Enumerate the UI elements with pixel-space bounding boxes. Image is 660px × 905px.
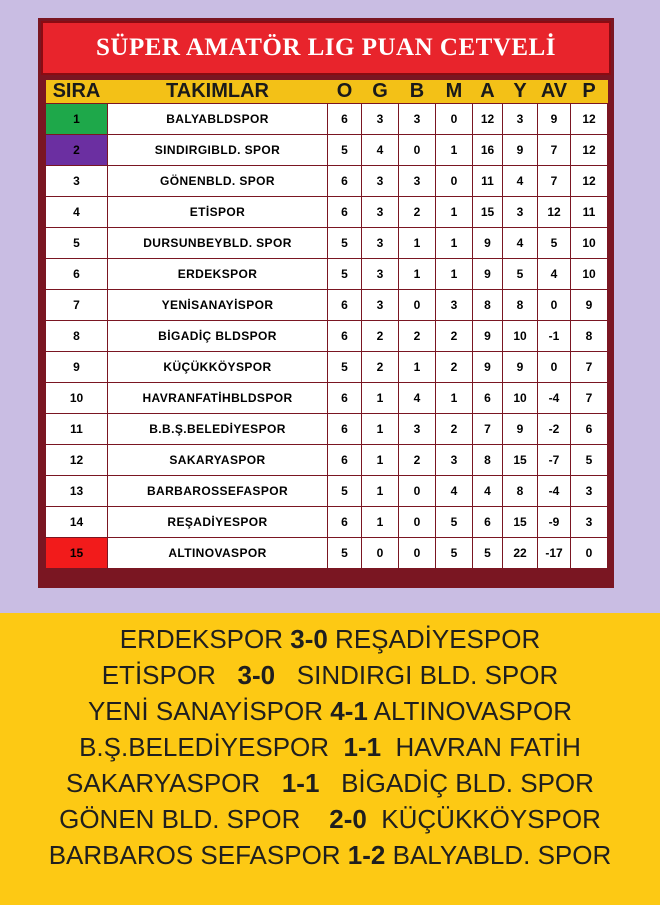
played-cell: 5 — [328, 476, 362, 507]
goals-for-cell: 9 — [473, 321, 503, 352]
goals-against-cell: 5 — [503, 259, 538, 290]
goal-difference-cell: -2 — [538, 414, 571, 445]
rank-cell: 12 — [46, 445, 108, 476]
lost-cell: 5 — [436, 507, 473, 538]
team-cell: HAVRANFATİHBLDSPOR — [108, 383, 328, 414]
drawn-cell: 4 — [399, 383, 436, 414]
rank-cell: 10 — [46, 383, 108, 414]
table-row — [46, 104, 608, 135]
team-cell: KÜÇÜKKÖYSPOR — [108, 352, 328, 383]
goals-against-cell: 22 — [503, 538, 538, 569]
table-header-row — [46, 80, 608, 104]
goals-against-cell: 10 — [503, 321, 538, 352]
lost-cell: 0 — [436, 104, 473, 135]
rank-cell: 11 — [46, 414, 108, 445]
goals-for-cell: 12 — [473, 104, 503, 135]
header-goals-for: A — [473, 80, 503, 104]
score: 1-2 — [347, 840, 386, 870]
table-row — [46, 476, 608, 507]
played-cell: 6 — [328, 166, 362, 197]
won-cell: 4 — [362, 135, 399, 166]
goal-difference-cell: -9 — [538, 507, 571, 538]
goal-difference-cell: -1 — [538, 321, 571, 352]
goal-difference-cell: -4 — [538, 476, 571, 507]
home-team: GÖNEN BLD. SPOR — [59, 804, 330, 834]
won-cell: 2 — [362, 352, 399, 383]
table-row — [46, 290, 608, 321]
goals-for-cell: 8 — [473, 445, 503, 476]
won-cell: 0 — [362, 538, 399, 569]
points-cell: 12 — [571, 135, 608, 166]
header-won: G — [362, 80, 399, 104]
goals-for-cell: 9 — [473, 228, 503, 259]
away-team: SINDIRGI BLD. SPOR — [275, 660, 559, 690]
drawn-cell: 3 — [399, 414, 436, 445]
goals-against-cell: 9 — [503, 352, 538, 383]
match-result — [0, 765, 660, 801]
score: 3-0 — [237, 660, 276, 690]
goals-for-cell: 11 — [473, 166, 503, 197]
header-points: P — [571, 80, 608, 104]
played-cell: 5 — [328, 228, 362, 259]
home-team: B.Ş.BELEDİYESPOR — [79, 732, 344, 762]
won-cell: 1 — [362, 414, 399, 445]
table-row — [46, 321, 608, 352]
drawn-cell: 3 — [399, 104, 436, 135]
header-rank: SIRA — [46, 80, 108, 104]
rank-cell: 14 — [46, 507, 108, 538]
rank-cell: 1 — [46, 104, 108, 135]
rank-cell: 15 — [46, 538, 108, 569]
away-team: KÜÇÜKKÖYSPOR — [366, 804, 601, 834]
header-team: TAKIMLAR — [108, 80, 328, 104]
team-cell: DURSUNBEYBLD. SPOR — [108, 228, 328, 259]
table-row — [46, 166, 608, 197]
drawn-cell: 2 — [399, 197, 436, 228]
home-team: ETİSPOR — [101, 660, 238, 690]
goal-difference-cell: -7 — [538, 445, 571, 476]
table-row — [46, 538, 608, 569]
score: 3-0 — [290, 624, 328, 654]
drawn-cell: 0 — [399, 290, 436, 321]
away-team: HAVRAN FATİH — [381, 732, 581, 762]
points-cell: 5 — [571, 445, 608, 476]
team-cell: B.B.Ş.BELEDİYESPOR — [108, 414, 328, 445]
won-cell: 1 — [362, 445, 399, 476]
team-cell: SINDIRGIBLD. SPOR — [108, 135, 328, 166]
table-row — [46, 383, 608, 414]
goals-against-cell: 10 — [503, 383, 538, 414]
table-row — [46, 228, 608, 259]
won-cell: 1 — [362, 507, 399, 538]
rank-cell: 4 — [46, 197, 108, 228]
drawn-cell: 0 — [399, 507, 436, 538]
goals-against-cell: 9 — [503, 414, 538, 445]
rank-cell: 13 — [46, 476, 108, 507]
goals-for-cell: 5 — [473, 538, 503, 569]
goals-for-cell: 4 — [473, 476, 503, 507]
points-cell: 3 — [571, 476, 608, 507]
points-cell: 8 — [571, 321, 608, 352]
drawn-cell: 0 — [399, 135, 436, 166]
team-cell: ETİSPOR — [108, 197, 328, 228]
table-row — [46, 445, 608, 476]
header-lost: M — [436, 80, 473, 104]
standings-panel — [38, 18, 614, 588]
team-cell: ERDEKSPOR — [108, 259, 328, 290]
team-cell: YENİSANAYİSPOR — [108, 290, 328, 321]
played-cell: 5 — [328, 352, 362, 383]
goal-difference-cell: 7 — [538, 135, 571, 166]
score: 4-1 — [330, 696, 368, 726]
points-cell: 12 — [571, 104, 608, 135]
table-row — [46, 507, 608, 538]
home-team: YENİ SANAYİSPOR — [87, 696, 331, 726]
goals-against-cell: 15 — [503, 507, 538, 538]
lost-cell: 0 — [436, 166, 473, 197]
lost-cell: 1 — [436, 228, 473, 259]
goals-against-cell: 3 — [503, 197, 538, 228]
standings-table — [45, 80, 608, 569]
match-result — [0, 621, 660, 657]
points-cell: 9 — [571, 290, 608, 321]
home-team: SAKARYASPOR — [66, 768, 282, 798]
points-cell: 7 — [571, 352, 608, 383]
lost-cell: 1 — [436, 135, 473, 166]
goal-difference-cell: -17 — [538, 538, 571, 569]
drawn-cell: 1 — [399, 259, 436, 290]
goal-difference-cell: 12 — [538, 197, 571, 228]
goal-difference-cell: -4 — [538, 383, 571, 414]
goals-against-cell: 15 — [503, 445, 538, 476]
match-result — [0, 729, 660, 765]
lost-cell: 4 — [436, 476, 473, 507]
drawn-cell: 3 — [399, 166, 436, 197]
team-cell: REŞADİYESPOR — [108, 507, 328, 538]
match-result — [0, 837, 660, 873]
played-cell: 6 — [328, 507, 362, 538]
won-cell: 3 — [362, 228, 399, 259]
goal-difference-cell: 0 — [538, 352, 571, 383]
won-cell: 3 — [362, 104, 399, 135]
played-cell: 6 — [328, 383, 362, 414]
table-row — [46, 259, 608, 290]
played-cell: 5 — [328, 538, 362, 569]
points-cell: 10 — [571, 259, 608, 290]
lost-cell: 3 — [436, 290, 473, 321]
drawn-cell: 2 — [399, 445, 436, 476]
goals-for-cell: 15 — [473, 197, 503, 228]
played-cell: 6 — [328, 445, 362, 476]
league-title: SÜPER AMATÖR LIG PUAN CETVELİ — [41, 21, 611, 75]
goal-difference-cell: 9 — [538, 104, 571, 135]
goals-against-cell: 9 — [503, 135, 538, 166]
rank-cell: 6 — [46, 259, 108, 290]
played-cell: 6 — [328, 104, 362, 135]
drawn-cell: 1 — [399, 352, 436, 383]
team-cell: BALYABLDSPOR — [108, 104, 328, 135]
lost-cell: 1 — [436, 197, 473, 228]
goal-difference-cell: 0 — [538, 290, 571, 321]
goals-for-cell: 9 — [473, 259, 503, 290]
match-result — [0, 657, 660, 693]
header-drawn: B — [399, 80, 436, 104]
goal-difference-cell: 7 — [538, 166, 571, 197]
goals-for-cell: 9 — [473, 352, 503, 383]
drawn-cell: 2 — [399, 321, 436, 352]
rank-cell: 7 — [46, 290, 108, 321]
played-cell: 5 — [328, 259, 362, 290]
points-cell: 10 — [571, 228, 608, 259]
goals-for-cell: 8 — [473, 290, 503, 321]
header-goals-against: Y — [503, 80, 538, 104]
drawn-cell: 0 — [399, 476, 436, 507]
goals-for-cell: 16 — [473, 135, 503, 166]
match-result — [0, 693, 660, 729]
lost-cell: 1 — [436, 259, 473, 290]
team-cell: BİGADİÇ BLDSPOR — [108, 321, 328, 352]
goals-against-cell: 4 — [503, 166, 538, 197]
header-goal-difference: AV — [538, 80, 571, 104]
played-cell: 6 — [328, 321, 362, 352]
won-cell: 2 — [362, 321, 399, 352]
standings-body — [46, 104, 608, 569]
rank-cell: 3 — [46, 166, 108, 197]
lost-cell: 3 — [436, 445, 473, 476]
points-cell: 0 — [571, 538, 608, 569]
goal-difference-cell: 5 — [538, 228, 571, 259]
rank-cell: 5 — [46, 228, 108, 259]
goal-difference-cell: 4 — [538, 259, 571, 290]
table-row — [46, 135, 608, 166]
goals-against-cell: 4 — [503, 228, 538, 259]
match-result — [0, 801, 660, 837]
drawn-cell: 1 — [399, 228, 436, 259]
team-cell: GÖNENBLD. SPOR — [108, 166, 328, 197]
rank-cell: 2 — [46, 135, 108, 166]
team-cell: SAKARYASPOR — [108, 445, 328, 476]
away-team: BİGADİÇ BLD. SPOR — [319, 768, 594, 798]
away-team: BALYABLD. SPOR — [385, 840, 612, 870]
points-cell: 6 — [571, 414, 608, 445]
lost-cell: 1 — [436, 383, 473, 414]
home-team: BARBAROS SEFASPOR — [48, 840, 348, 870]
away-team: ALTINOVASPOR — [367, 696, 573, 726]
rank-cell: 9 — [46, 352, 108, 383]
score: 1-1 — [343, 732, 382, 762]
goals-against-cell: 3 — [503, 104, 538, 135]
won-cell: 1 — [362, 476, 399, 507]
points-cell: 3 — [571, 507, 608, 538]
home-team: ERDEKSPOR — [119, 624, 291, 654]
team-cell: ALTINOVASPOR — [108, 538, 328, 569]
score: 2-0 — [329, 804, 367, 834]
won-cell: 3 — [362, 197, 399, 228]
lost-cell: 5 — [436, 538, 473, 569]
drawn-cell: 0 — [399, 538, 436, 569]
goals-for-cell: 6 — [473, 383, 503, 414]
played-cell: 6 — [328, 197, 362, 228]
won-cell: 3 — [362, 259, 399, 290]
goals-against-cell: 8 — [503, 476, 538, 507]
rank-cell: 8 — [46, 321, 108, 352]
played-cell: 6 — [328, 290, 362, 321]
table-row — [46, 197, 608, 228]
played-cell: 6 — [328, 414, 362, 445]
goals-for-cell: 6 — [473, 507, 503, 538]
won-cell: 3 — [362, 166, 399, 197]
goals-against-cell: 8 — [503, 290, 538, 321]
team-cell: BARBAROSSEFASPOR — [108, 476, 328, 507]
points-cell: 7 — [571, 383, 608, 414]
lost-cell: 2 — [436, 352, 473, 383]
header-played: O — [328, 80, 362, 104]
points-cell: 11 — [571, 197, 608, 228]
table-row — [46, 414, 608, 445]
won-cell: 3 — [362, 290, 399, 321]
goals-for-cell: 7 — [473, 414, 503, 445]
lost-cell: 2 — [436, 414, 473, 445]
score: 1-1 — [281, 768, 320, 798]
match-results — [0, 613, 660, 905]
points-cell: 12 — [571, 166, 608, 197]
table-row — [46, 352, 608, 383]
away-team: REŞADİYESPOR — [327, 624, 541, 654]
won-cell: 1 — [362, 383, 399, 414]
played-cell: 5 — [328, 135, 362, 166]
lost-cell: 2 — [436, 321, 473, 352]
